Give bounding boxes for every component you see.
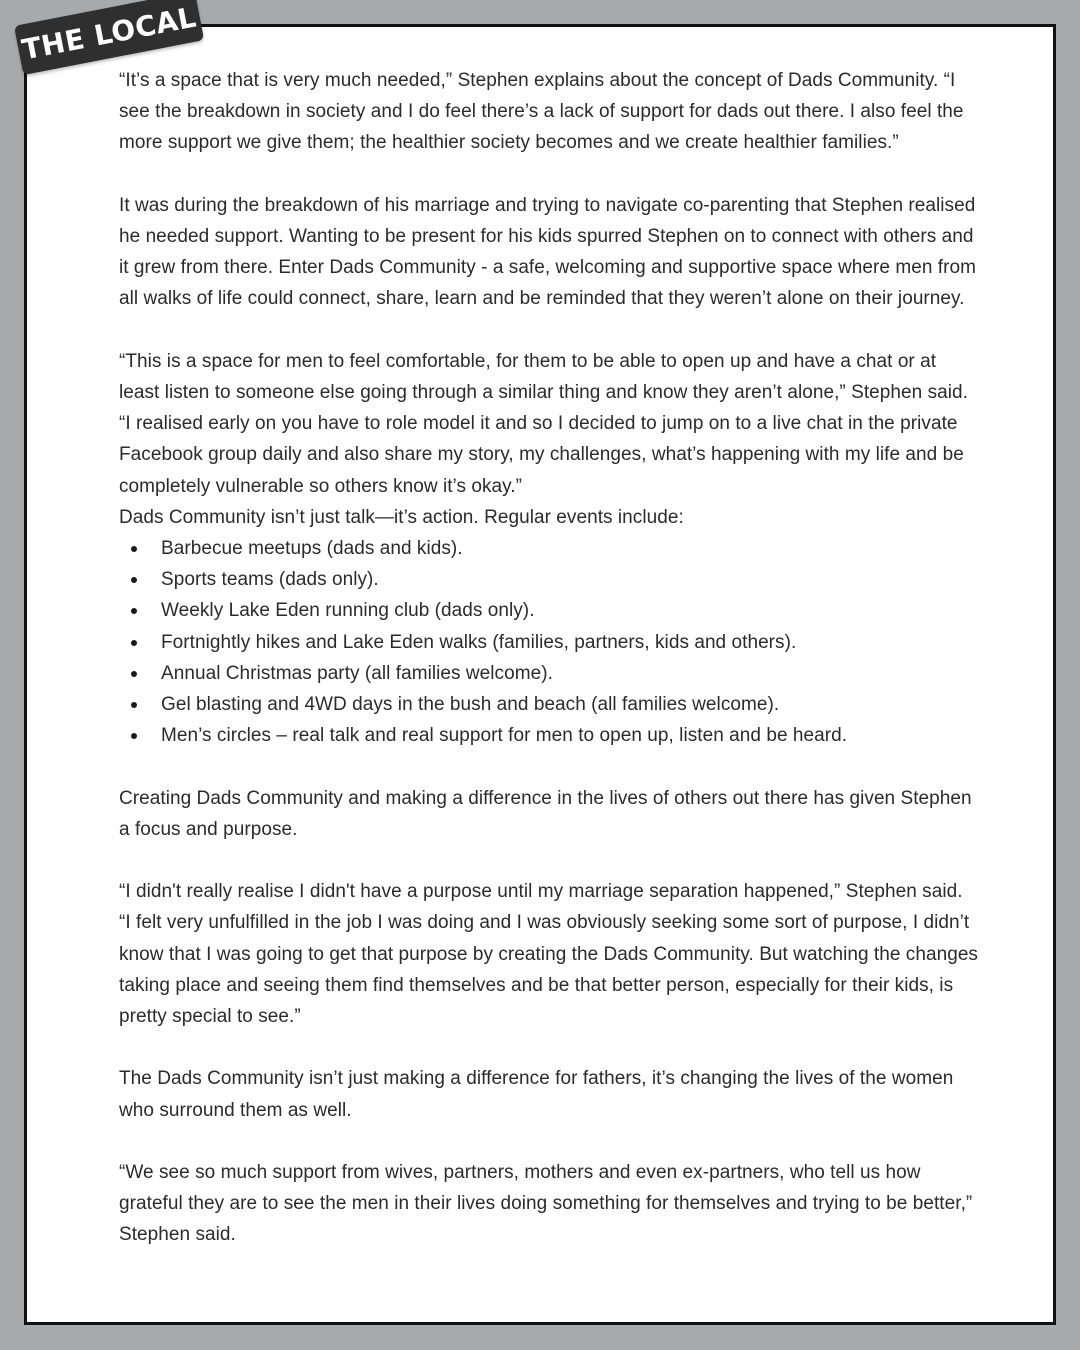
event-item: Men’s circles – real talk and real support for men to open up, listen and be heard. (119, 720, 979, 751)
paragraph: The Dads Community isn’t just making a difference for fathers, it’s changing the lives of the women who surround them as well. (119, 1068, 954, 1121)
event-item: Annual Christmas party (all families welcome). (119, 658, 979, 689)
event-item: Sports teams (dads only). (119, 564, 979, 595)
paragraph: “This is a space for men to feel comfortable, for them to be able to open up and have a chat or at least listen to someone else going through a similar thing and know they aren’t alone,” Stephen said. “I realised early on you have to role model it and so I decided to jump on to a live chat in the private Facebook group daily and also share my story, my challenges, what’s happening with my life and be completely vulnerable so others know it’s okay.” (119, 350, 968, 497)
article-page (24, 24, 1056, 1325)
events-intro: Dads Community isn’t just talk—it’s action. Regular events include: (119, 506, 684, 528)
event-item: Gel blasting and 4WD days in the bush and beach (all families welcome). (119, 689, 979, 720)
events-list (119, 533, 979, 751)
article-body (119, 65, 979, 1251)
paragraph: “I didn't really realise I didn't have a purpose until my marriage separation happened,” Stephen said. “I felt very unfulfilled in the job I was doing and I was obviously seeking some sort of purpose, I didn’t know that I was going to get that purpose by creating the Dads Community. But watching the changes taking place and seeing them find themselves and be that better person, especially for their kids, is pretty special to see.” (119, 881, 978, 1028)
paragraph: “We see so much support from wives, partners, mothers and even ex-partners, who tell us how grateful they are to see the men in their lives doing something for themselves and trying to be better,” Stephen said. (119, 1162, 973, 1246)
logo-text: THE LOCAL (19, 0, 199, 67)
paragraph: “It’s a space that is very much needed,” Stephen explains about the concept of Dads Community. “I see the breakdown in society and I do feel there’s a lack of support for dads out there. I also feel the more support we give them; the healthier society becomes and we create healthier families.” (119, 70, 964, 154)
event-item: Weekly Lake Eden running club (dads only). (119, 595, 979, 626)
event-item: Fortnightly hikes and Lake Eden walks (families, partners, kids and others). (119, 627, 979, 658)
event-item: Barbecue meetups (dads and kids). (119, 533, 979, 564)
paragraph: Creating Dads Community and making a difference in the lives of others out there has given Stephen a focus and purpose. (119, 787, 972, 840)
paragraph: It was during the breakdown of his marriage and trying to navigate co-parenting that Stephen realised he needed support. Wanting to be present for his kids spurred Stephen on to connect with others and it grew from there. Enter Dads Community - a safe, welcoming and supportive space where men from all walks of life could connect, share, learn and be reminded that they weren’t alone on their journey. (119, 194, 976, 310)
